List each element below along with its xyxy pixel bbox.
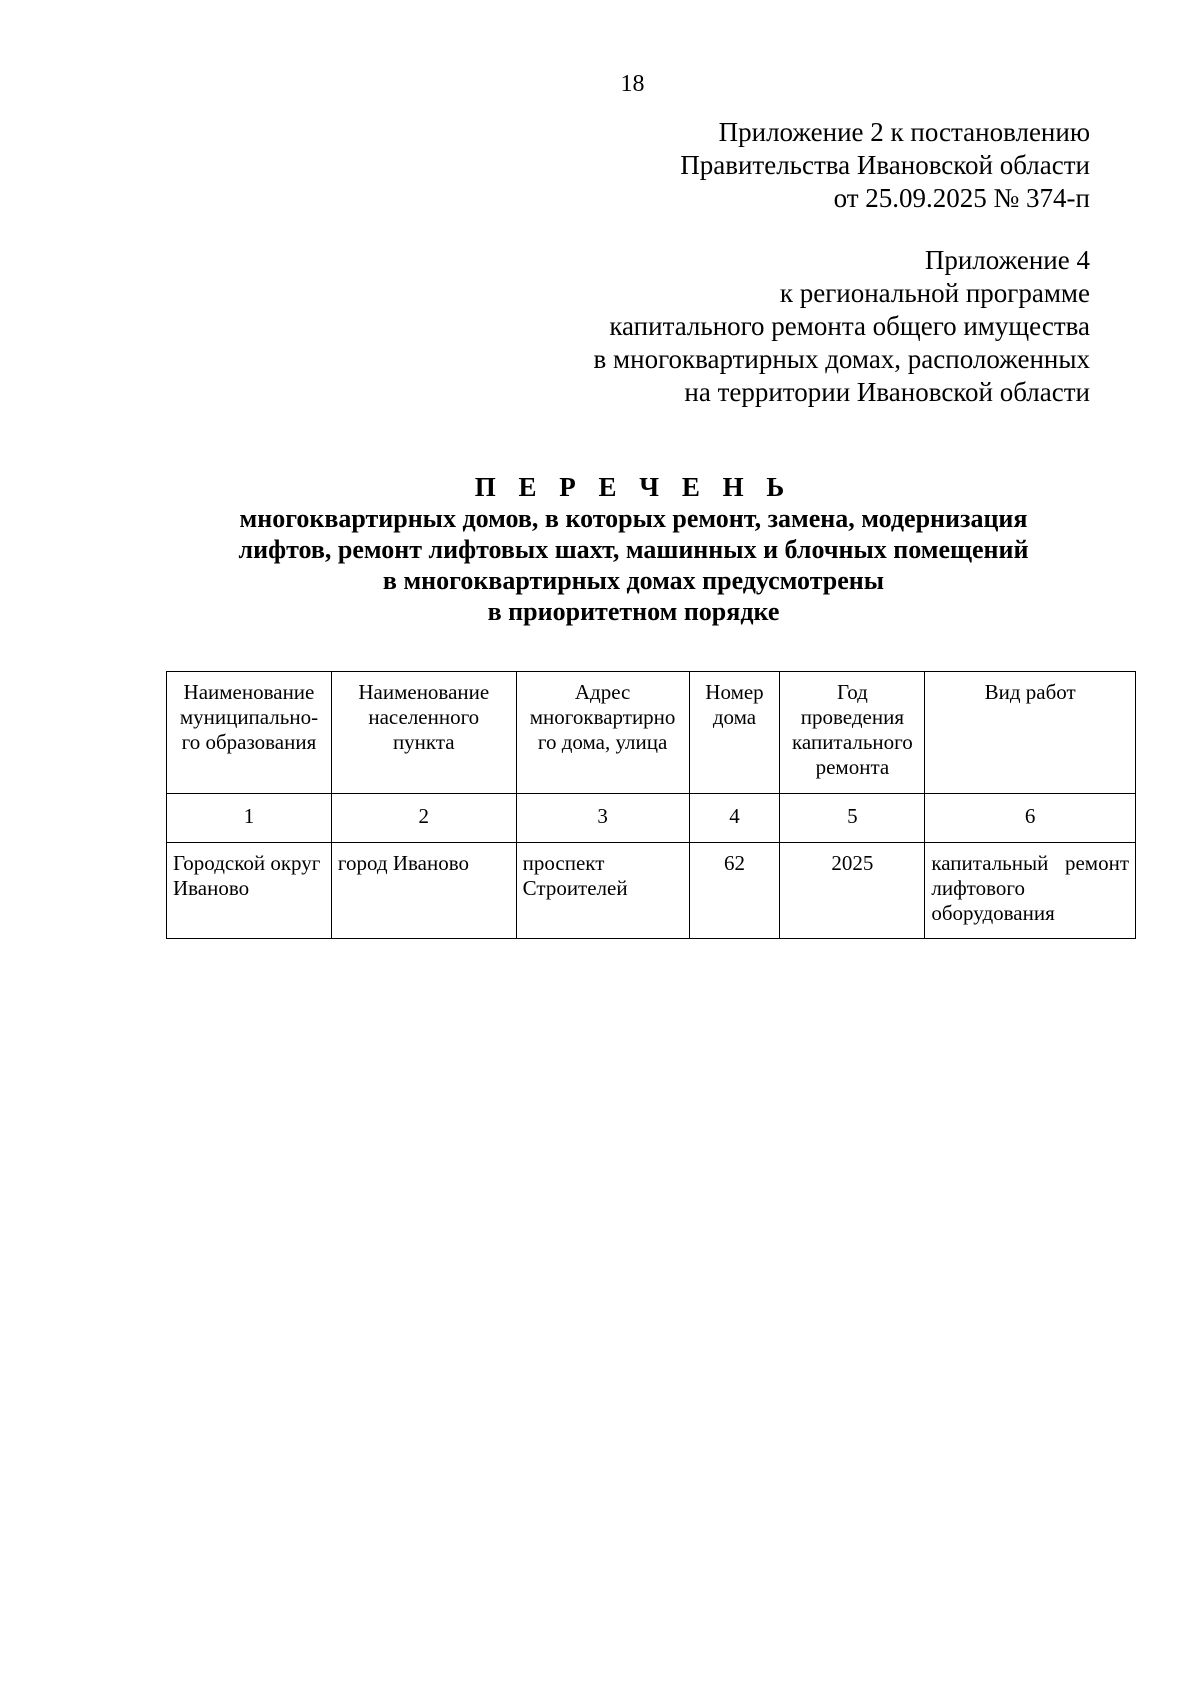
cell-work-type: капитальный ремонт лифтового оборудования <box>925 843 1136 939</box>
title-line: в приоритетном порядке <box>487 597 780 626</box>
title-heading: П Е Р Е Ч Е Н Ь <box>474 472 793 502</box>
page-number: 18 <box>620 71 645 97</box>
column-number: 2 <box>331 794 516 843</box>
column-number: 6 <box>925 794 1136 843</box>
title-line: лифтов, ремонт лифтовых шахт, машинных и блочных помещений <box>238 535 1029 564</box>
cell-house-number: 62 <box>689 843 780 939</box>
column-number: 5 <box>780 794 925 843</box>
decree-attachment-note <box>680 116 1090 215</box>
column-number: 3 <box>516 794 689 843</box>
header-municipality: Наименование муниципально-го образования <box>167 672 332 794</box>
title-line: многоквартирных домов, в которых ремонт, замена, модернизация <box>239 504 1028 533</box>
title-line: в многоквартирных домах предусмотрены <box>382 566 885 595</box>
header-settlement: Наименование населенного пункта <box>331 672 516 794</box>
cell-repair-year: 2025 <box>780 843 925 939</box>
column-number: 4 <box>689 794 780 843</box>
program-attachment-line: Приложение 4 <box>924 245 1090 275</box>
cell-municipality: Городской округ Иваново <box>167 843 332 939</box>
column-number: 1 <box>167 794 332 843</box>
header-house-number: Номер дома <box>689 672 780 794</box>
program-attachment-line: капитального ремонта общего имущества <box>609 311 1090 341</box>
cell-settlement: город Иваново <box>331 843 516 939</box>
table-row <box>167 843 1136 939</box>
header-repair-year: Год проведения капитального ремонта <box>780 672 925 794</box>
program-attachment-line: в многоквартирных домах, расположенных <box>593 344 1090 374</box>
column-number-row <box>167 794 1136 843</box>
cell-address: проспект Строителей <box>516 843 689 939</box>
buildings-table <box>166 671 1136 939</box>
program-attachment-note <box>594 244 1090 409</box>
decree-attachment-line: от 25.09.2025 № 374-п <box>833 183 1090 213</box>
program-attachment-line: к региональной программе <box>779 278 1090 308</box>
document-title <box>166 472 1101 627</box>
table-header-row <box>167 672 1136 794</box>
program-attachment-line: на территории Ивановской области <box>684 377 1090 407</box>
decree-attachment-line: Правительства Ивановской области <box>680 150 1090 180</box>
header-work-type: Вид работ <box>925 672 1136 794</box>
header-address: Адрес многоквартирно го дома, улица <box>516 672 689 794</box>
decree-attachment-line: Приложение 2 к постановлению <box>718 117 1090 147</box>
